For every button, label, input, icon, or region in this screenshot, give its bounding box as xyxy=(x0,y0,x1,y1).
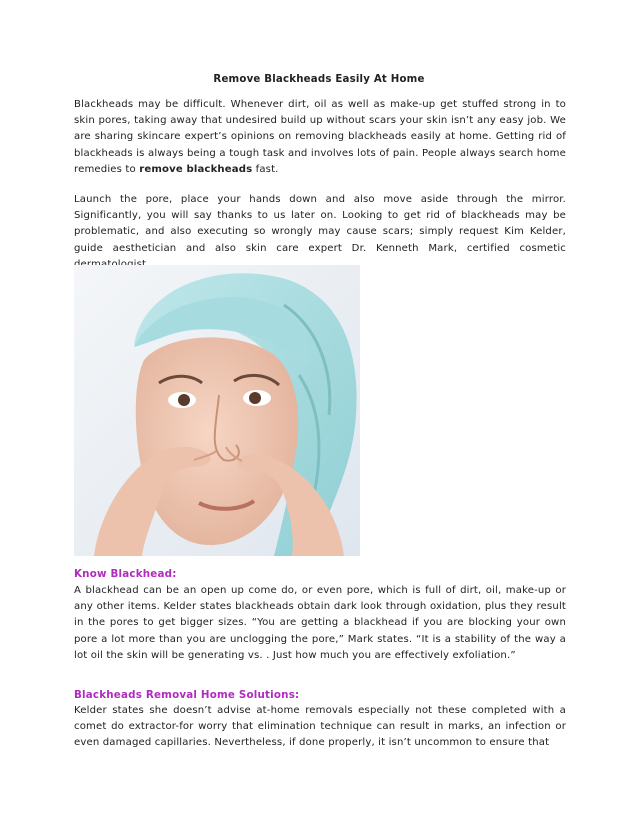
intro-text-before: Blackheads may be difficult. Whenever dirt, oil as well as make-up get stuffed strong in to skin pores, taking away that undesired build up without scars your skin isn’t any easy job. We are sharing skincare expert’s opinions on removing blackheads easily at home. Getting rid of blackheads is always being a tough task and involves lots of pain. People always search home remedies to xyxy=(74,99,566,175)
intro-bold-keyword: remove blackheads xyxy=(139,163,253,175)
section-heading-know-blackhead: Know Blackhead: xyxy=(74,568,177,580)
intro-paragraph xyxy=(74,97,566,178)
intro-text-after: fast. xyxy=(252,163,279,175)
woman-removing-blackheads-photo xyxy=(74,265,360,556)
section-heading-removal-solutions: Blackheads Removal Home Solutions: xyxy=(74,689,300,701)
section-paragraph-know-blackhead: A blackhead can be an open up come do, or even pore, which is full of dirt, oil, make-up or any other items. Kelder states blackheads obtain dark look through oxidation, plus they result in the pores to get bigger sizes. “You are getting a blackhead if you are blocking your own pore a lot more than you are unclogging the pore,” Mark states. “It is a stability of the way a lot oil the skin will be generating vs. . Just how much you are effectively exfoliation.” xyxy=(74,585,566,661)
second-paragraph: Launch the pore, place your hands down and also move aside through the mirror. Significantly, you will say thanks to us later on. Looking to get rid of blackheads may be problematic, and also executing so wrongly may cause scars; simply request Kim Kelder, guide aesthetician and also skin care expert Dr. Kenneth Mark, certified cosmetic xyxy=(74,194,566,254)
section-paragraph-removal-solutions: Kelder states she doesn’t advise at-home removals especially not these completed with a comet do extractor-for worry that elimination technique can result in marks, an infection or even damaged capillaries. Nevertheless, if done properly, it isn’t uncommon to ensure that xyxy=(74,705,566,749)
page-title: Remove Blackheads Easily At Home xyxy=(213,74,425,85)
